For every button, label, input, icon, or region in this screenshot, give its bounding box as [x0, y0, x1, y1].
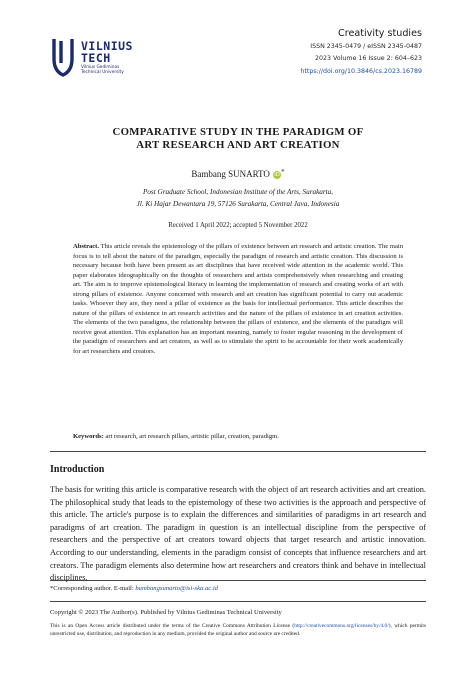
- introduction-paragraph: The basis for writing this article is comparative research with the object of art research activities and art creation. The philosophical study that leads to the epistemology of these two activities is the approach and perspective of this article. The article's purpose is to explain the differences and similarities of paradigms in art research and paradigms of art creation. The paradigm in question is an intellectual discipline from the perspective of researchers and the perspective of art creators toward objects that target research and artistic innovation. According to our understanding, elements in the paradigm consist of concepts that influence researchers and art creators. The paradigm elements also determine how art researchers and creators think and behave in intellectual disciplines.: [50, 485, 426, 583]
- license-link[interactable]: http://creativecommons.org/licenses/by/4.0/: [294, 623, 389, 629]
- author-line: [52, 168, 424, 179]
- keywords-text: art research, art research pillars, artistic pillar, creation, paradigm.: [103, 433, 279, 440]
- corresponding-author-mark: *: [281, 168, 285, 176]
- license-text-pre: This is an Open Access article distributed under the terms of the Creative Commons Attribution License (: [50, 623, 295, 629]
- orcid-icon[interactable]: iD: [274, 172, 281, 178]
- vilnius-tech-logo: [50, 37, 190, 77]
- title-line-1: COMPARATIVE STUDY IN THE PARADIGM OF: [112, 126, 364, 138]
- keywords-label: Keywords:: [73, 433, 104, 440]
- abstract-label: Abstract.: [73, 243, 99, 250]
- abstract-text: This article reveals the epistemology of the pillars of existence between art research and artistic creation. The main focus is to tell about the nature of the paradigm, especially the paradigm of research and artistic creation. This discussion is necessary because both have been present as art disciplines that have received wide attention in the academic world. This paper elaborates ideographically on the thoughts of researchers and artists comprehensively when researching and creating art. The aim is to improve epistemological literacy in learning the implementation of research and creating works of art with strong pillars of existence. Anyone concerned with research and art creation has significant potential to carry out academic tasks. Whoever they are, they need a pillar of existence as the basis for intellectual performance. This article describes the nature of the pillars of existence in art research activities and the nature of the pillars of existence in art creation activities. The elements of the two paradigms, the relationship between the pillars of existence, and the elements of the paradigm will receive great attention. This explanation has an important meaning, namely to foster regular reasoning in the development of the paradigm of researchers and art creators, as well as to stimulate the spirit to be accountable for their work academically for art researchers and creators.: [73, 243, 403, 356]
- received-dates: Received 1 April 2022; accepted 5 November 2022: [168, 222, 308, 229]
- keywords: [73, 433, 403, 440]
- author-name: Bambang SUNARTO: [191, 169, 270, 179]
- article-title: [52, 126, 424, 152]
- logo-subtitle-line1: Vilnius Gediminas: [81, 65, 120, 70]
- logo-subtitle-line2: Technical University: [81, 70, 124, 76]
- footnote-label: *Corresponding author. E-mail:: [50, 585, 136, 592]
- section-divider: [50, 451, 426, 452]
- license-notice: [50, 622, 426, 638]
- logo-line-tech: TECH: [81, 51, 111, 65]
- logo-line-vilnius: VILNIUS: [81, 39, 133, 53]
- vilnius-tech-logo-mark: [50, 37, 76, 77]
- author-email-link[interactable]: bambangsunarto@isi-ska.ac.id: [135, 585, 218, 592]
- affiliation: [52, 187, 424, 210]
- journal-issn: ISSN 2345-0479 / eISSN 2345-0487: [310, 43, 422, 50]
- journal-info: [300, 27, 422, 78]
- copyright-divider: [50, 601, 426, 602]
- footnote: [50, 585, 218, 592]
- affiliation-line-1: Post Graduate School, Indonesian Institute of the Arts, Surakarta,: [142, 188, 334, 196]
- doi-link[interactable]: https://doi.org/10.3846/cs.2023.16789: [300, 67, 422, 75]
- footnote-divider: [50, 580, 426, 581]
- journal-issue: 2023 Volume 16 Issue 2: 604–623: [314, 55, 422, 63]
- affiliation-line-2: Jl. Ki Hajar Dewantara 19, 57126 Surakarta, Central Java, Indonesia: [136, 199, 340, 208]
- introduction-heading: Introduction: [50, 464, 105, 475]
- copyright: Copyright © 2023 The Author(s). Published by Vilnius Gediminas Technical University: [50, 609, 282, 616]
- title-line-2: ART RESEARCH AND ART CREATION: [136, 139, 340, 151]
- journal-name: Creativity studies: [338, 28, 422, 39]
- logo-subtitle: [81, 65, 124, 76]
- abstract: [73, 242, 403, 357]
- license-text-post: ), which permits unrestricted use, distribution, and reproduction in any medium, provided the original author and source are credited.: [50, 623, 426, 637]
- logo-wordmark: [81, 40, 133, 64]
